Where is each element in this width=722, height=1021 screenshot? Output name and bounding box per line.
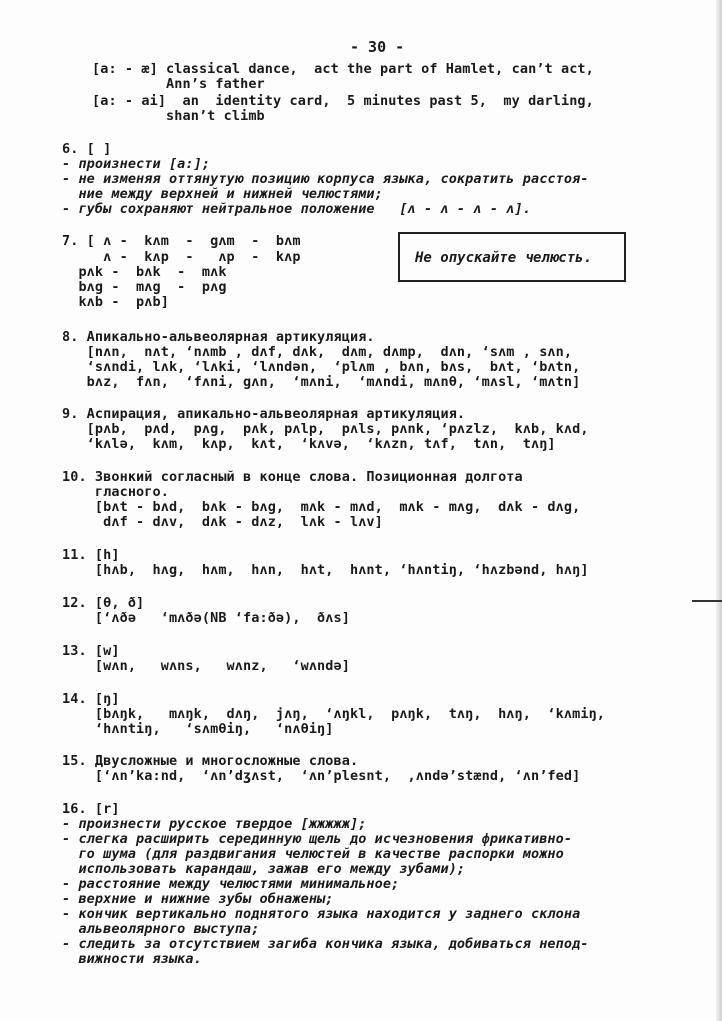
section-16-line-3: го шума (для раздвигания челюстей в качестве распорки можно (62, 846, 564, 862)
section-9-line-2: ‘kʌlə, kʌm, kʌp, kʌt, ‘kʌvə, ‘kʌzn, tʌf, tʌn, tʌŋ] (62, 436, 556, 452)
section-7-line-1: 7. [ ʌ - kʌm - gʌm - bʌm (62, 233, 301, 249)
intro-line-3: [a: - ai] an identity card, 5 minutes past 5, my darling, (92, 93, 594, 109)
section-6-line-3: ние между верхней и нижней челюстями; (62, 186, 383, 202)
section-16-line-5: - расстояние между челюстями минимальное; (62, 876, 400, 892)
section-16-line-6: - верхние и нижние зубы обнажены; (62, 891, 334, 907)
section-16-line-8: альвеолярного выступа; (62, 921, 260, 937)
page-number: - 30 - (350, 38, 405, 56)
section-14-line-2: ‘hʌntiŋ, ‘sʌmθiŋ, ‘nʌθiŋ] (62, 721, 334, 737)
section-8-line-1: [nʌn, nʌt, ‘nʌmb , dʌf, dʌk, dʌm, dʌmp, dʌn, ‘sʌm , sʌn, (62, 344, 573, 360)
section-16-heading: 16. [r] (62, 801, 120, 817)
section-7-line-3: pʌk - bʌk - mʌk (62, 264, 227, 280)
margin-mark (692, 600, 722, 602)
section-15-heading: 15. Двусложные и многосложные слова. (62, 753, 359, 769)
section-14-heading: 14. [ŋ] (62, 691, 120, 707)
section-16-line-10: вижности языка. (62, 951, 202, 967)
section-6-line-4: - губы сохраняют нейтральное положение [ʌ - ʌ - ʌ - ʌ]. (62, 201, 531, 217)
section-15-line-1: [‘ʌn’ka:nd, ‘ʌn’dʒʌst, ‘ʌn’plesnt, ,ʌndə’stænd, ‘ʌn’fed] (62, 768, 581, 784)
section-12-line-1: [‘ʌðə ‘mʌðə(NB ‘fa:ðə), ðʌs] (62, 610, 350, 626)
section-16-line-7: - кончик вертикально поднятого языка находится у заднего склона (62, 906, 581, 922)
section-16-line-4: использовать карандаш, зажав его между зубами); (62, 861, 466, 877)
section-6-line-1: - произнести [a:]; (62, 156, 211, 172)
section-13-line-1: [wʌn, wʌns, wʌnz, ‘wʌndə] (62, 658, 350, 674)
intro-line-1: [a: - æ] classical dance, act the part of Hamlet, can’t act, (92, 61, 594, 77)
section-8-line-2: ‘sʌndi, lʌk, ‘lʌki, ‘lʌndən, ‘plʌm , bʌn, bʌs, bʌt, ‘bʌtn, (62, 359, 581, 375)
section-8-heading: 8. Апикально-альвеолярная артикуляция. (62, 329, 375, 345)
section-13-heading: 13. [w] (62, 643, 120, 659)
section-6-heading: 6. [ ] (62, 141, 112, 157)
section-7-line-2: ʌ - kʌp - ʌp - kʌp (62, 249, 301, 265)
section-7-line-5: kʌb - pʌb] (62, 294, 169, 310)
section-7-line-4: bʌg - mʌg - pʌg (62, 279, 227, 295)
section-11-line-1: [hʌb, hʌg, hʌm, hʌn, hʌt, hʌnt, ‘hʌntiŋ, ‘hʌzbənd, hʌŋ] (62, 562, 589, 578)
section-14-line-1: [bʌŋk, mʌŋk, dʌŋ, jʌŋ, ‘ʌŋkl, pʌŋk, tʌŋ, hʌŋ, ‘kʌmiŋ, (62, 706, 606, 722)
section-16-line-1: - произнести русское твердое [жжжжж]; (62, 816, 367, 832)
section-8-line-3: bʌz, fʌn, ‘fʌni, gʌn, ‘mʌni, ‘mʌndi, mʌnθ, ‘mʌsl, ‘mʌtn] (62, 374, 581, 390)
note-box-text: Не опускайте челюсть. (415, 250, 593, 266)
section-11-heading: 11. [h] (62, 547, 120, 563)
intro-line-4: shan’t climb (92, 108, 265, 124)
section-16-line-2: - слегка расширить серединную щель до исчезновения фрикативно- (62, 831, 573, 847)
section-6-line-2: - не изменяя оттянутую позицию корпуса языка, сократить расстоя- (62, 171, 589, 187)
section-9-line-1: [pʌb, pʌd, pʌg, pʌk, pʌlp, pʌls, pʌnk, ‘pʌzlz, kʌb, kʌd, (62, 421, 589, 437)
intro-line-2: Ann’s father (92, 76, 265, 92)
section-10-line-1: [bʌt - bʌd, bʌk - bʌg, mʌk - mʌd, mʌk - mʌg, dʌk - dʌg, (62, 499, 581, 515)
scan-edge-shadow (716, 0, 722, 1021)
section-12-heading: 12. [θ, ð] (62, 595, 145, 611)
section-9-heading: 9. Аспирация, апикально-альвеолярная артикуляция. (62, 406, 466, 422)
section-10-heading: 10. Звонкий согласный в конце слова. Позиционная долгота (62, 469, 523, 485)
section-10-line-2: dʌf - dʌv, dʌk - dʌz, lʌk - lʌv] (62, 514, 383, 530)
section-16-line-9: - следить за отсутствием загиба кончика языка, добиваться непод- (62, 936, 589, 952)
section-10-heading-cont: гласного. (62, 484, 169, 500)
